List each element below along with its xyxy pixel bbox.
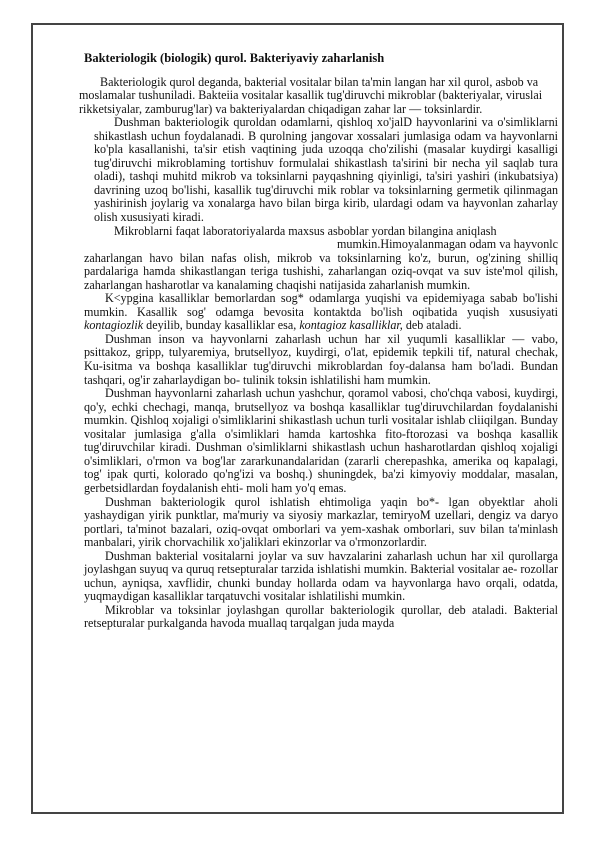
document-title: Bakteriologik (biologik) qurol. Bakteriyaviy zaharlanish xyxy=(84,51,385,65)
paragraph-infection-routes: zaharlangan havo bilan nafas olish, mikrob va toksinlarning ko'z, burun, og'zining shilliq pardalariga hamda shikastlangan teriga tushishi, zaharlangan oziq-ovqat va suv iste'mol qilish, zaharlangan hasharotlar va kanalaming chaqishi natijasida zaharlanish mumkin. xyxy=(84,250,558,292)
paragraph-properties: Dushman bakteriologik quroldan odamlarni, qishloq xo'jalD hayvonlarini va o'simliklarni shikastlash uchun foydalanadi. B qurolning jangovar xossalari jumlasiga odam va hayvonlarni ko'pla kasallanishi, ta'sir etish vaqtining juda uzoqqa cho'zilishi (masalar kuydirgi kasalligi tug'diruvchi mikroblaming tortishuv formulalai shikastlash ta'sirini bir necha yil saqlab tura oladi), tashqi muhitd mikrob va toksinlarni payqashning qiyinligi, ta'siri yashiri (inkubatsiya) davrining uzoq bo'lishi, kasallik tug'diruvchi mik roblar va toksinlarning germetik qilinmagan yashirinish joylarig va xonalarga havo bilan birga kirib, ulardagi odam va hayvonlan zaharlay olish xususiyati kiradi. xyxy=(94,115,558,225)
contagious-text-2: deyilib, bunday kasalliklar esa, xyxy=(146,318,297,333)
paragraph-targets: Dushman bakteriologik qurol ishlatish ehtimoliga yaqin bo*- lgan obyektlar aholi yashaydigan yirik punktlar, ma'muriy va siyosiy markazlar, temiryoM uzellari, dengiz va daryo portlari, ta'minot bazalari, oziq-ovqat omborlari va yem-xashak omborlari, suv bilan ta'minlash manbalari, yirik chorvachilik xo'jaliklari ekinzorlar va o'rmonzorlardir. xyxy=(84,494,558,550)
paragraph-delivery: Dushman bakterial vositalarni joylar va suv havzalarini zaharlash uchun har xil qurollarga joylashgan suyuq va quruq retsepturalar tarzida ishlatishi mumkin. Bakterial vositalar ae- rozollar uchun, ayniqsa, xavflidir, chunki bunday hollarda odam va hayvonlarga havo orqali, odatda, yuqmaydigan kasalliklar tarqatuvchi vositalar ishlatilishi mumkin. xyxy=(84,548,558,604)
contagious-text-3: deb ataladi. xyxy=(405,318,462,333)
paragraph-intro: Bakteriologik qurol deganda, bakterial vositalar bilan ta'min langan har xil qurol, asbob va moslamalar tushuniladi. Bakteiia vositalar kasallik tug'diruvchi mikroblar (bakteriyalar, viruslai rikketsiyalar, zamburug'lar) va bakteriyalardan chiqadigan zahar lar — toksinlardir. xyxy=(79,74,543,116)
term-kontagioz-kasalliklar: kontagioz kasalliklar, xyxy=(299,318,403,333)
paragraph-contagious xyxy=(84,292,558,333)
paragraph-detection: Mikroblarni faqat laboratoriyalarda maxsus asboblar yordan bilangina aniqlash xyxy=(114,223,497,238)
paragraph-human-diseases: Dushman inson va hayvonlarni zaharlash uchun har xil yuqumli kasalliklar — vabo, psittakoz, gripp, tulyaremiya, brutsellyoz, kuydirgi, o'lat, epidemik tepkili tif, natural chechak, Ku-isitma va boshqa kasalliklar tug'diruvchi mikroblardan foy-dalansa ham bo'ladi. Bundan tashqari, og'ir zaharlaydigan bo- tulinik toksin ishlatilishi ham mumkin. xyxy=(84,331,558,387)
document-body xyxy=(79,51,558,631)
paragraph-detection-continued: mumkin.Himoyalanmagan odam va hayvonlc xyxy=(337,237,558,252)
term-kontagiozlik: kontagiozlik xyxy=(84,318,144,333)
contagious-text: K<ypgina kasalliklar bemorlardan sog* odamlarga yuqishi va epidemiyaga sabab bo'lishi mumkin. Kasallik sog' odamga bevosita kontaktda bo'lish oqibatida yuqish xususiyati xyxy=(84,291,558,319)
paragraph-animal-plant-diseases: Dushman hayvonlarni zaharlash uchun yashchur, qoramol vabosi, cho'chqa vabosi, kuydirgi, qo'y, echki chechagi, manqa, brutsellyoz va boshqa kasalliklar tug'diruvchilardan foydalanishi mumkin. Qishloq xojaligi o'simliklarini shikastlash uchun turli vositalar ishlab cliiqilgan. Bunday vositalar jumlasiga g'alla o'simliklari hamda kartoshka fito-ftorozasi va boshqa kasallik tug'diruvchilar kiradi. Dushman o'simliklarni shikastlash uchun hasharotlardan qishloq xojaligi o'simliklari, o'rmon va bog'lar zararkunandalaridan (zararli cherepashka, amerika oq kapalagi, tog' ipak qurti, kolorado qo'ng'izi va boshq.) shuningdek, ba'zi kimyoviy moddalar, masalan, gerbetsidlardan foydalanish ehti- moli ham yo'q emas. xyxy=(84,386,558,495)
paragraph-weapons: Mikroblar va toksinlar joylashgan qurollar bakteriologik qurollar, deb ataladi. Bakterial retsepturalar purkalganda havoda muallaq tarqalgan juda mayda xyxy=(84,602,558,631)
